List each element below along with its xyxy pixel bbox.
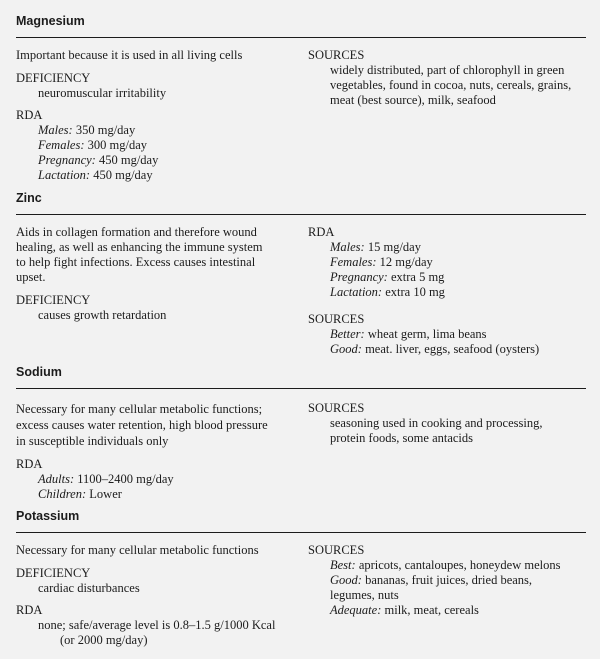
deficiency-label: DEFICIENCY [16,566,91,580]
section-title: Magnesium [16,12,586,38]
rda-item: Pregnancy: 450 mg/day [38,153,159,167]
rda-item: Children: Lower [38,487,122,501]
source-item: legumes, nuts [330,588,399,602]
deficiency-text: causes growth retardation [38,308,167,322]
sources-label: SOURCES [308,48,365,62]
source-item: Adequate: milk, meat, cereals [330,603,479,617]
description: Important because it is used in all living cells [16,48,243,62]
sources-label: SOURCES [308,401,365,415]
rda-label: RDA [16,108,43,122]
sources-label: SOURCES [308,312,365,326]
rda-item: Females: 300 mg/day [38,138,148,152]
rda-item: Males: 350 mg/day [38,123,136,137]
rda-item: Females: 12 mg/day [330,255,433,269]
section-potassium [16,507,586,655]
rda-label: RDA [308,225,335,239]
section-title: Sodium [16,363,586,389]
rda-text: none; safe/average level is 0.8–1.5 g/1000 Kcal (or 2000 mg/day) [38,618,276,647]
description: Aids in collagen formation and therefore wound healing, as well as enhancing the immune system to help fight infections. Excess causes intestinal upset. [16,225,263,284]
section-zinc [16,189,586,364]
rda-list [308,240,586,300]
rda-item: Lactation: extra 10 mg [330,285,445,299]
rda-item: Males: 15 mg/day [330,240,421,254]
section-magnesium [16,12,586,190]
description: Necessary for many cellular metabolic functions [16,543,259,557]
section-title: Zinc [16,189,586,215]
rda-item: Lactation: 450 mg/day [38,168,153,182]
description: Necessary for many cellular metabolic functions; excess causes water retention, high blood pressure in susceptible individuals only [16,402,268,448]
right-column [308,225,586,364]
right-column [308,543,586,655]
section-sodium [16,363,586,509]
rda-list [16,472,308,502]
rda-item: Adults: 1100–2400 mg/day [38,472,174,486]
rda-item: Pregnancy: extra 5 mg [330,270,445,284]
right-column [308,401,586,509]
right-column [308,48,586,190]
deficiency-label: DEFICIENCY [16,293,91,307]
deficiency-label: DEFICIENCY [16,71,91,85]
sources-text: widely distributed, part of chlorophyll in green vegetables, found in cocoa, nuts, cereals, grains, meat (best source), milk, seafood [330,63,572,107]
sources-label: SOURCES [308,543,365,557]
left-column [16,225,308,364]
rda-list [16,123,308,183]
source-item: Good: meat. liver, eggs, seafood (oysters) [330,342,540,356]
sources-list [308,558,586,618]
rda-label: RDA [16,457,43,471]
sources-list [308,327,586,357]
source-item: Best: apricots, cantaloupes, honeydew melons [330,558,561,572]
left-column [16,543,308,655]
rda-label: RDA [16,603,43,617]
deficiency-text: cardiac disturbances [38,581,140,595]
section-title: Potassium [16,507,586,533]
left-column [16,401,308,509]
left-column [16,48,308,190]
source-item: Good: bananas, fruit juices, dried beans, [330,573,533,587]
sources-text: seasoning used in cooking and processing, protein foods, some antacids [330,416,543,445]
source-item: Better: wheat germ, lima beans [330,327,487,341]
deficiency-text: neuromuscular irritability [38,86,167,100]
